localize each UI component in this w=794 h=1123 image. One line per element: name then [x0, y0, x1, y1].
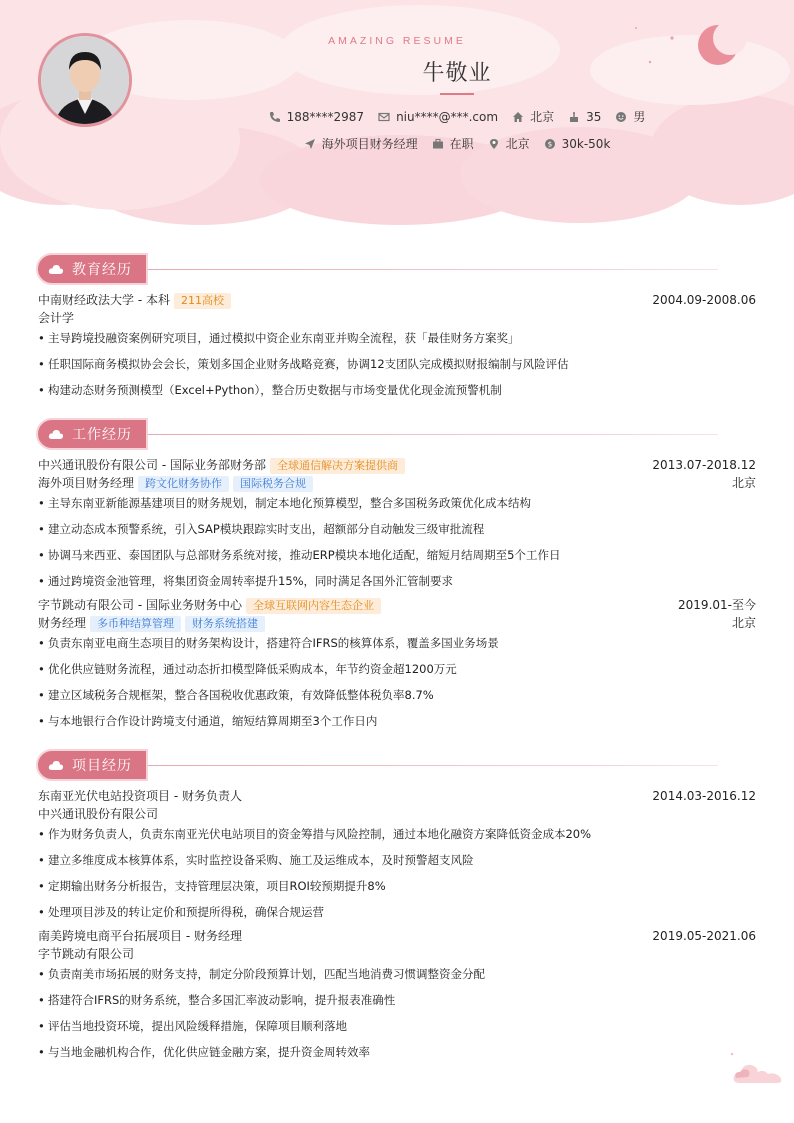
gender-text: 男	[633, 110, 646, 124]
section-divider	[148, 765, 718, 766]
salary-item	[544, 135, 611, 152]
section-pill	[36, 418, 148, 450]
phone-text: 188****2987	[286, 109, 365, 124]
project-org: 字节跳动有限公司	[38, 947, 135, 961]
job-bullet: • 通过跨境资金池管理，将集团资金周转率提升15%，同时满足各国外汇管制要求	[38, 573, 756, 589]
job-bullet: • 建立区域税务合规框架，整合各国税收优惠政策，有效降低整体税负率8.7%	[38, 687, 756, 703]
company-tag: 全球互联网内容生态企业	[246, 598, 381, 614]
section-title: 工作经历	[72, 427, 132, 443]
svg-text:$: $	[547, 140, 552, 149]
candidate-name: 牛敬业	[422, 61, 492, 86]
job-date: 2013.07-2018.12	[652, 458, 756, 472]
cake-icon	[568, 111, 580, 123]
section-pill	[36, 253, 148, 285]
education-bullet: • 任职国际商务模拟协会会长，策划多国企业财务战略竞赛，协调12支团队完成模拟财报编制与风险评估	[38, 356, 756, 372]
job-bullet: • 负责东南亚电商生态项目的财务架构设计，搭建符合IFRS的核算体系，覆盖多国业务场景	[38, 635, 756, 651]
education-date: 2004.09-2008.06	[652, 293, 756, 307]
school-tag: 211高校	[174, 293, 231, 309]
education-bullet: • 主导跨境投融资案例研究项目，通过模拟中资企业东南亚并购全流程，获「最佳财务方案奖」	[38, 330, 756, 346]
section-pill	[36, 749, 148, 781]
job-role: 海外项目财务经理	[38, 476, 135, 490]
project-bullet: • 负责南美市场拓展的财务支持，制定分阶段预算计划，匹配当地消费习惯调整资金分配	[38, 966, 756, 982]
home-city-item	[512, 108, 554, 125]
project-name: 南美跨境电商平台拓展项目 - 财务经理	[38, 929, 242, 943]
project-name: 东南亚光伏电站投资项目 - 财务负责人	[38, 789, 242, 803]
project-bullet: • 评估当地投资环境，提出风险缓释措施，保障项目顺利落地	[38, 1018, 756, 1034]
school-name: 中南财经政法大学 - 本科	[38, 293, 170, 307]
resume-subtitle: AMAZING RESUME	[328, 35, 466, 47]
role-tag: 多币种结算管理	[90, 616, 181, 632]
project-bullet: • 定期输出财务分析报告，支持管理层决策，项目ROI较预期提升8%	[38, 878, 756, 894]
salary-text: 30k-50k	[561, 136, 611, 151]
money-icon	[544, 138, 556, 150]
job-role-line	[38, 615, 756, 631]
age-text: 35	[586, 109, 602, 124]
job-bullet: • 建立动态成本预警系统，引入SAP模块跟踪实时支出，超额部分自动触发三级审批流程	[38, 521, 756, 537]
home-city-text: 北京	[530, 110, 555, 124]
project-date: 2019.05-2021.06	[652, 929, 756, 943]
education-header	[38, 292, 756, 308]
age-item	[568, 108, 601, 125]
job-header	[38, 457, 756, 473]
project-bullet: • 作为财务负责人，负责东南亚光伏电站项目的资金筹措与风险控制，通过本地化融资方案降低资金成本20%	[38, 826, 756, 842]
mail-icon	[378, 111, 390, 123]
project-bullet: • 与当地金融机构合作，优化供应链金融方案，提升资金周转效率	[38, 1044, 756, 1060]
target-city-text: 北京	[505, 137, 530, 151]
section-title: 项目经历	[72, 758, 132, 774]
project-bullet: • 搭建符合IFRS的财务系统，整合多国汇率波动影响，提升报表准确性	[38, 992, 756, 1008]
job-city: 北京	[731, 616, 756, 630]
section-title: 教育经历	[72, 262, 132, 278]
job-bullet: • 与本地银行合作设计跨境支付通道，缩短结算周期至3个工作日内	[38, 713, 756, 729]
status-text: 在职	[449, 137, 474, 151]
gender-item	[615, 108, 645, 125]
cloud-icon	[48, 428, 64, 440]
job-bullet: • 优化供应链财务流程，通过动态折扣模型降低采购成本，年节约资金超1200万元	[38, 661, 756, 677]
project-bullet: • 处理项目涉及的转让定价和预提所得税，确保合规运营	[38, 904, 756, 920]
phone-item	[269, 108, 364, 125]
cloud-icon	[48, 759, 64, 771]
job-city: 北京	[731, 476, 756, 490]
name-underline	[440, 93, 474, 95]
send-icon	[304, 138, 316, 150]
decorative-cloud-icon	[730, 1050, 786, 1086]
target-city-item	[488, 135, 530, 152]
project-bullet: • 建立多维度成本核算体系，实时监控设备采购、施工及运维成本，及时预警超支风险	[38, 852, 756, 868]
email-item	[378, 108, 498, 125]
job-role: 财务经理	[38, 616, 87, 630]
project-header	[38, 928, 756, 944]
resume-header	[0, 0, 794, 230]
status-item	[432, 135, 474, 152]
smiley-icon	[615, 111, 627, 123]
job-role-line	[38, 475, 756, 491]
company-name: 字节跳动有限公司 - 国际业务财务中心	[38, 598, 242, 612]
role-tag: 国际税务合规	[233, 476, 313, 492]
phone-icon	[269, 111, 281, 123]
target-job-text: 海外项目财务经理	[321, 137, 418, 151]
job-header	[38, 597, 756, 613]
role-tag: 跨文化财务协作	[138, 476, 229, 492]
project-org: 中兴通讯股份有限公司	[38, 807, 159, 821]
major: 会计学	[38, 311, 75, 325]
target-job-item	[304, 135, 418, 152]
company-tag: 全球通信解决方案提供商	[270, 458, 405, 474]
job-bullet: • 主导东南亚新能源基建项目的财务规划，制定本地化预算模型，整合多国税务政策优化成本结构	[38, 495, 756, 511]
email-text: niu****@***.com	[396, 109, 499, 124]
job-bullet: • 协调马来西亚、泰国团队与总部财务系统对接，推动ERP模块本地化适配，缩短月结周期至5个工作日	[38, 547, 756, 563]
location-pin-icon	[488, 138, 500, 150]
job-intent-row	[0, 135, 794, 152]
education-bullet: • 构建动态财务预测模型（Excel+Python），整合历史数据与市场变量优化现金流预警机制	[38, 382, 756, 398]
role-tag: 财务系统搭建	[185, 616, 265, 632]
home-icon	[512, 111, 524, 123]
project-header	[38, 788, 756, 804]
section-divider	[148, 434, 718, 435]
contact-row	[0, 108, 794, 125]
project-date: 2014.03-2016.12	[652, 789, 756, 803]
section-divider	[148, 269, 718, 270]
cloud-icon	[48, 263, 64, 275]
job-date: 2019.01-至今	[678, 598, 756, 612]
briefcase-icon	[432, 138, 444, 150]
company-name: 中兴通讯股份有限公司 - 国际业务部财务部	[38, 458, 266, 472]
